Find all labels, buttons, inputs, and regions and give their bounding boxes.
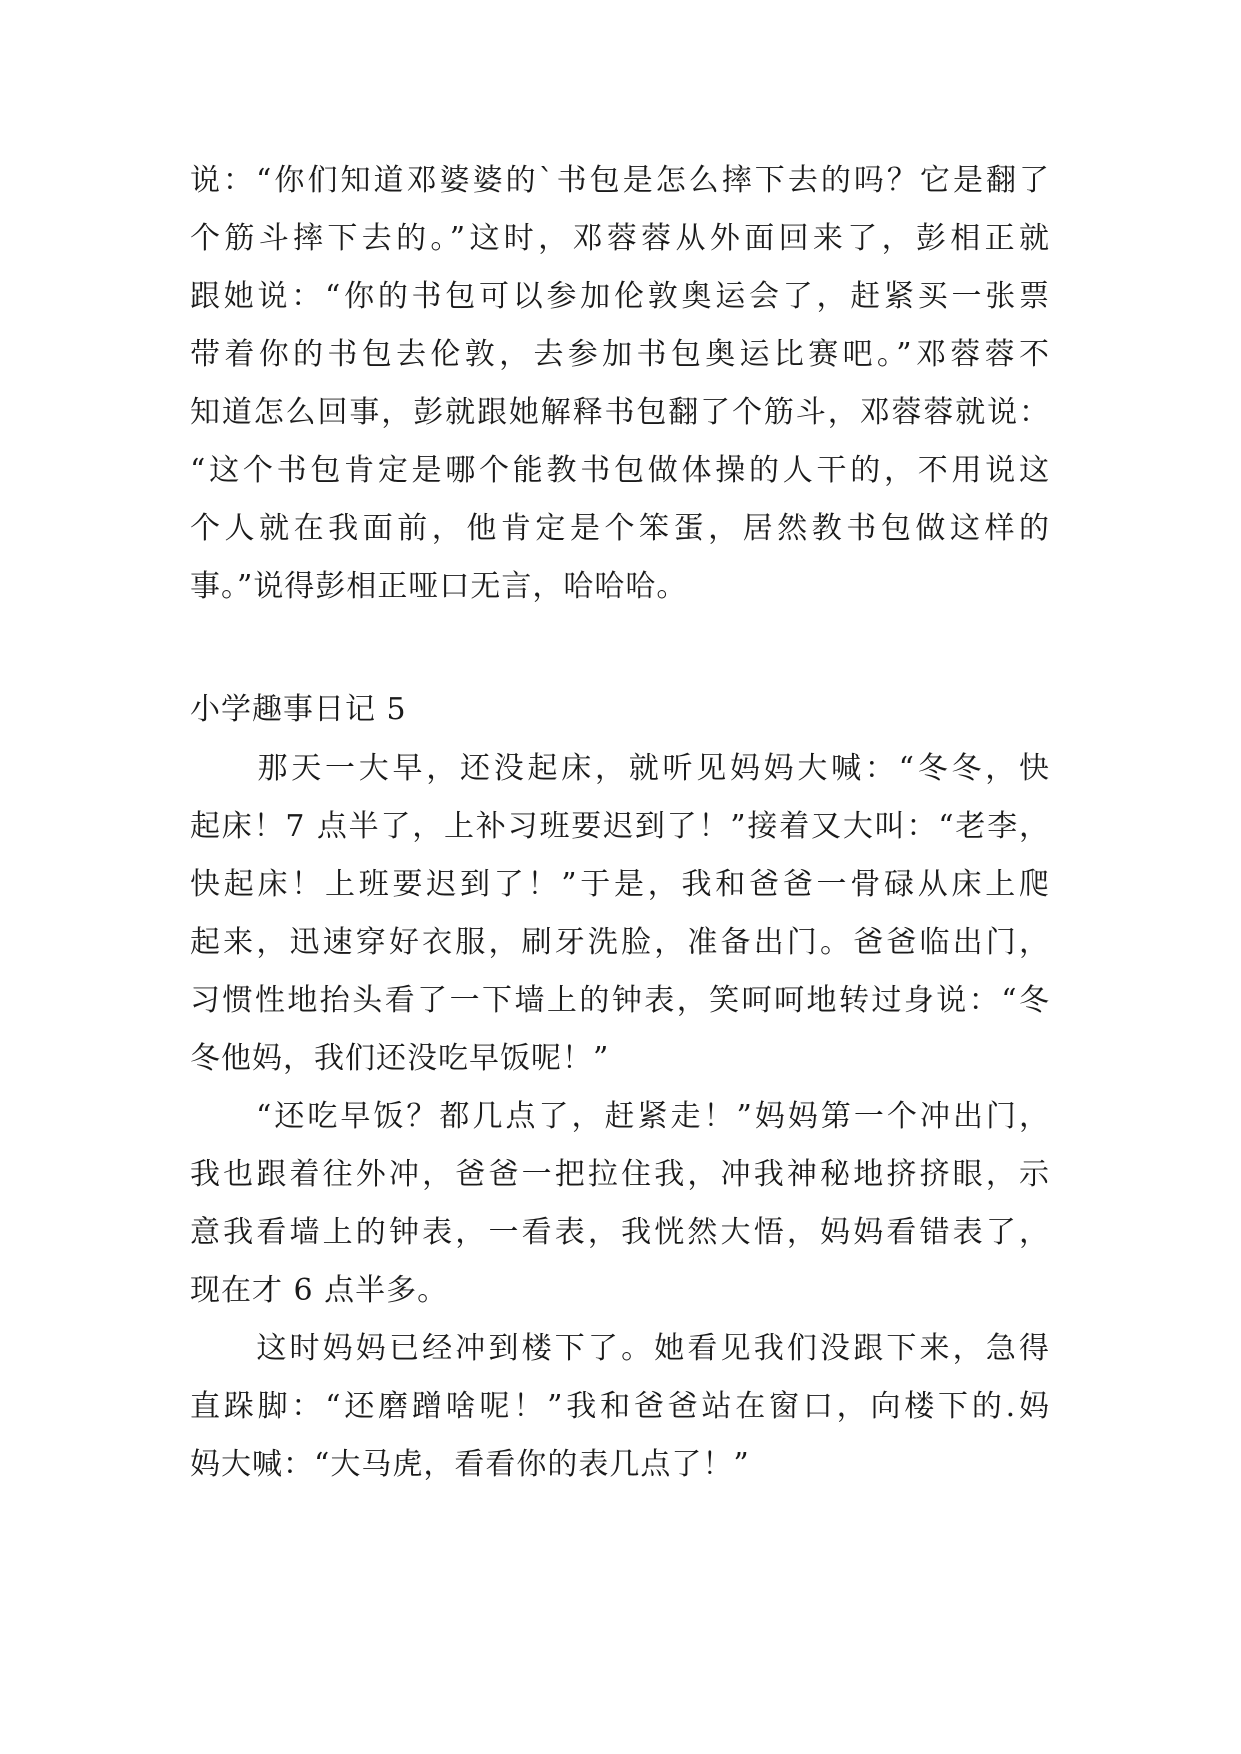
text-line: 起来，迅速穿好衣服，刷牙洗脸，准备出门。爸爸临出门，: [190, 925, 1050, 960]
text-line: 个人就在我面前，他肯定是个笨蛋，居然教书包做这样的: [190, 511, 1050, 546]
text-line: 个筋斗摔下去的。”这时，邓蓉蓉从外面回来了，彭相正就: [190, 221, 1050, 256]
text-line: 妈大喊：“大马虎，看看你的表几点了！”: [190, 1447, 750, 1482]
text-line: 直跺脚：“还磨蹭啥呢！”我和爸爸站在窗口，向楼下的.妈: [190, 1389, 1050, 1424]
text-line: 起床！7 点半了，上补习班要迟到了！”接着又大叫：“老李，: [190, 809, 1050, 844]
section-title: 小学趣事日记 5: [190, 692, 407, 727]
text-line: 现在才 6 点半多。: [190, 1273, 449, 1308]
diary-body: [190, 740, 1050, 1494]
text-line: 知道怎么回事，彭就跟她解释书包翻了个筋斗，邓蓉蓉就说：: [190, 395, 1050, 430]
text-line: 带着你的书包去伦敦，去参加书包奥运比赛吧。”邓蓉蓉不: [190, 337, 1050, 372]
text-line: 说：“你们知道邓婆婆的`书包是怎么摔下去的吗？它是翻了: [190, 163, 1050, 198]
text-line: 跟她说：“你的书包可以参加伦敦奥运会了，赶紧买一张票: [190, 279, 1050, 314]
text-line: 事。”说得彭相正哑口无言，哈哈哈。: [190, 569, 688, 604]
text-line: 意我看墙上的钟表，一看表，我恍然大悟，妈妈看错表了，: [190, 1215, 1050, 1250]
text-line: 习惯性地抬头看了一下墙上的钟表，笑呵呵地转过身说：“冬: [190, 983, 1050, 1018]
text-line: 那天一大早，还没起床，就听见妈妈大喊：“冬冬，快: [190, 751, 1050, 786]
text-line: 我也跟着往外冲，爸爸一把拉住我，冲我神秘地挤挤眼，示: [190, 1157, 1050, 1192]
text-line: “还吃早饭？都几点了，赶紧走！”妈妈第一个冲出门，: [190, 1099, 1050, 1134]
text-line: 这时妈妈已经冲到楼下了。她看见我们没跟下来，急得: [190, 1331, 1050, 1366]
text-line: 冬他妈，我们还没吃早饭呢！”: [190, 1041, 610, 1076]
text-line: “这个书包肯定是哪个能教书包做体操的人干的，不用说这: [190, 453, 1050, 488]
text-line: 快起床！上班要迟到了！”于是，我和爸爸一骨碌从床上爬: [190, 867, 1050, 902]
story-ending-paragraph: [190, 152, 1050, 616]
